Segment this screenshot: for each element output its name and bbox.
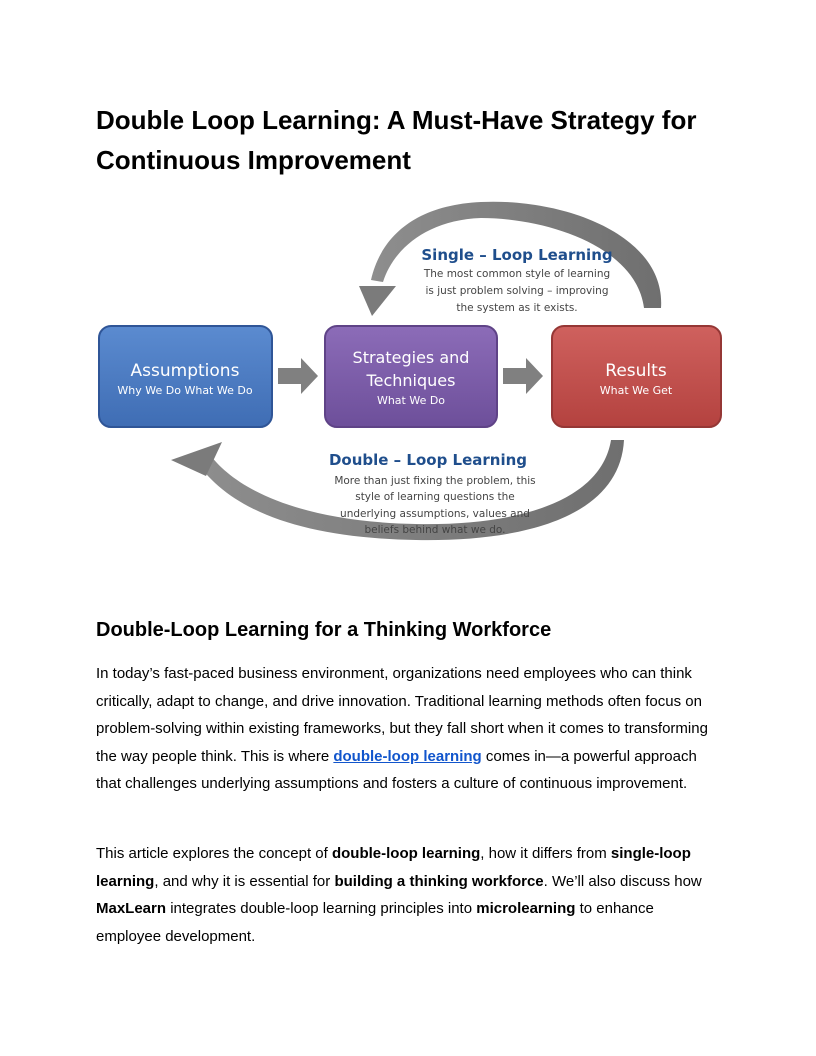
overview-text-4: . We’ll also discuss how [543, 872, 702, 890]
overview-text-2: , how it differs from [480, 845, 611, 862]
single-loop-line2: is just problem solving – improving [425, 285, 609, 297]
strategies-subtitle: What We Do [376, 394, 446, 407]
results-subtitle: What We Get [599, 384, 673, 397]
overview-text-1: This article explores the concept of [96, 845, 332, 862]
strategies-title-line1: Strategies and [352, 348, 470, 367]
arrow-strategies-to-results [503, 358, 543, 394]
strategies-title-line2: Techniques [366, 371, 456, 390]
overview-text-5: integrates double-loop learning principles into [166, 900, 477, 918]
assumptions-title: Assumptions [130, 361, 240, 381]
page-title: Double Loop Learning: A Must-Have Strategy for Continuous Improvement [96, 105, 697, 175]
double-loop-line2: style of learning questions the [355, 491, 515, 503]
double-loop-diagram [96, 196, 722, 548]
term-double-loop: double-loop learning [331, 845, 481, 862]
double-loop-line4: beliefs behind what we do. [364, 524, 506, 536]
arrow-assumptions-to-strategies [278, 358, 318, 394]
intro-text-1: In today’s fast-paced business environment, organizations need employees who can think critically, adapt to change, and drive innovation. Traditional learning methods often focus on problem-solving within existing frameworks, but they fall short when it comes to transforming the way people think. This is where [96, 665, 708, 765]
assumptions-subtitle: Why We Do What We Do [117, 384, 253, 397]
term-maxlearn: MaxLearn [96, 900, 167, 918]
overview-text-3: , and why it is essential for [154, 872, 335, 890]
term-microlearning: microlearning [476, 900, 576, 918]
term-single-loop: single-loop learning [96, 845, 691, 890]
overview-paragraph [96, 840, 720, 950]
intro-paragraph [96, 660, 720, 798]
intro-text-2: comes in—a powerful approach that challenges underlying assumptions and fosters a culture of continuous improvement. [96, 747, 697, 793]
section-heading: Double-Loop Learning for a Thinking Workforce [96, 619, 552, 641]
single-loop-arrowhead [359, 286, 396, 316]
double-loop-line1: More than just fixing the problem, this [334, 475, 536, 487]
single-loop-title: Single – Loop Learning [421, 246, 613, 264]
results-title: Results [605, 361, 667, 381]
term-thinking-workforce: building a thinking workforce [334, 872, 544, 890]
single-loop-line1: The most common style of learning [423, 268, 611, 280]
single-loop-line3: the system as it exists. [456, 302, 578, 314]
double-loop-line3: underlying assumptions, values and [340, 508, 530, 520]
overview-text-6: to enhance employee development. [96, 900, 654, 945]
double-loop-learning-link[interactable]: double-loop learning [333, 747, 482, 765]
double-loop-title: Double – Loop Learning [328, 451, 528, 469]
